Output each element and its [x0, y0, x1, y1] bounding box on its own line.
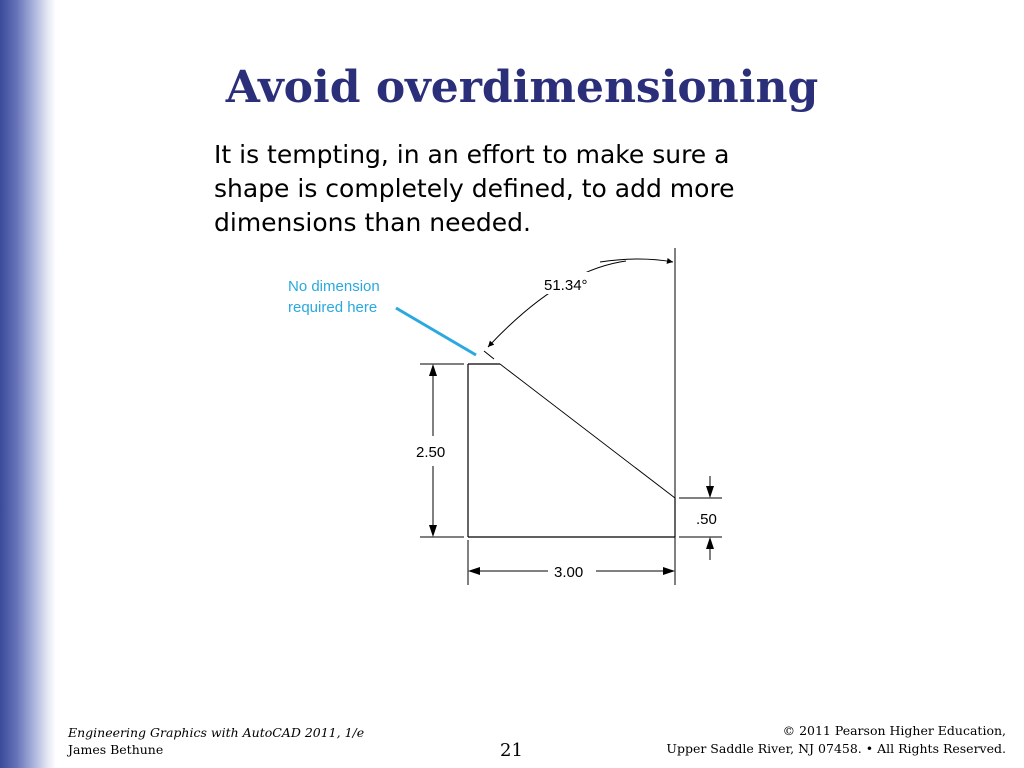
ext-slant-extension [484, 351, 494, 359]
angle-label: 51.34° [544, 277, 588, 294]
outline-slanted-edge [500, 364, 675, 498]
copyright-line-1: © 2011 Pearson Higher Education, [782, 723, 1006, 738]
height-label: 2.50 [416, 444, 446, 461]
slide-sidebar-gradient [0, 0, 56, 768]
footer-copyright [666, 722, 1006, 758]
dimension-drawing [270, 240, 750, 600]
callout-leader [396, 308, 476, 355]
page-number: 21 [500, 740, 523, 761]
width-label: 3.00 [554, 564, 584, 581]
slide-title: Avoid overdimensioning [225, 62, 819, 113]
small-arrow-top [706, 486, 714, 498]
height-arrow-top [429, 364, 437, 376]
width-arrow-right [663, 567, 675, 575]
copyright-line-2: Upper Saddle River, NJ 07458. • All Rights Reserved. [666, 741, 1006, 756]
callout-text-line2: required here [288, 299, 378, 316]
extension-lines [420, 248, 722, 585]
part-outline [468, 364, 675, 537]
width-arrow-left [468, 567, 480, 575]
footer-book-title: Engineering Graphics with AutoCAD 2011, 1/e [68, 725, 365, 740]
callout-text-line1: No dimension [288, 278, 380, 295]
small-label: .50 [696, 511, 717, 528]
footer-author: James Bethune [68, 742, 164, 757]
small-arrow-bottom [706, 537, 714, 549]
angle-dimension-arc-right [600, 259, 673, 262]
footer-book-info [68, 724, 364, 758]
height-arrow-bottom [429, 525, 437, 537]
slide-body-text: It is tempting, in an effort to make sure a shape is completely defined, to add more dimensions than needed. [214, 140, 735, 237]
